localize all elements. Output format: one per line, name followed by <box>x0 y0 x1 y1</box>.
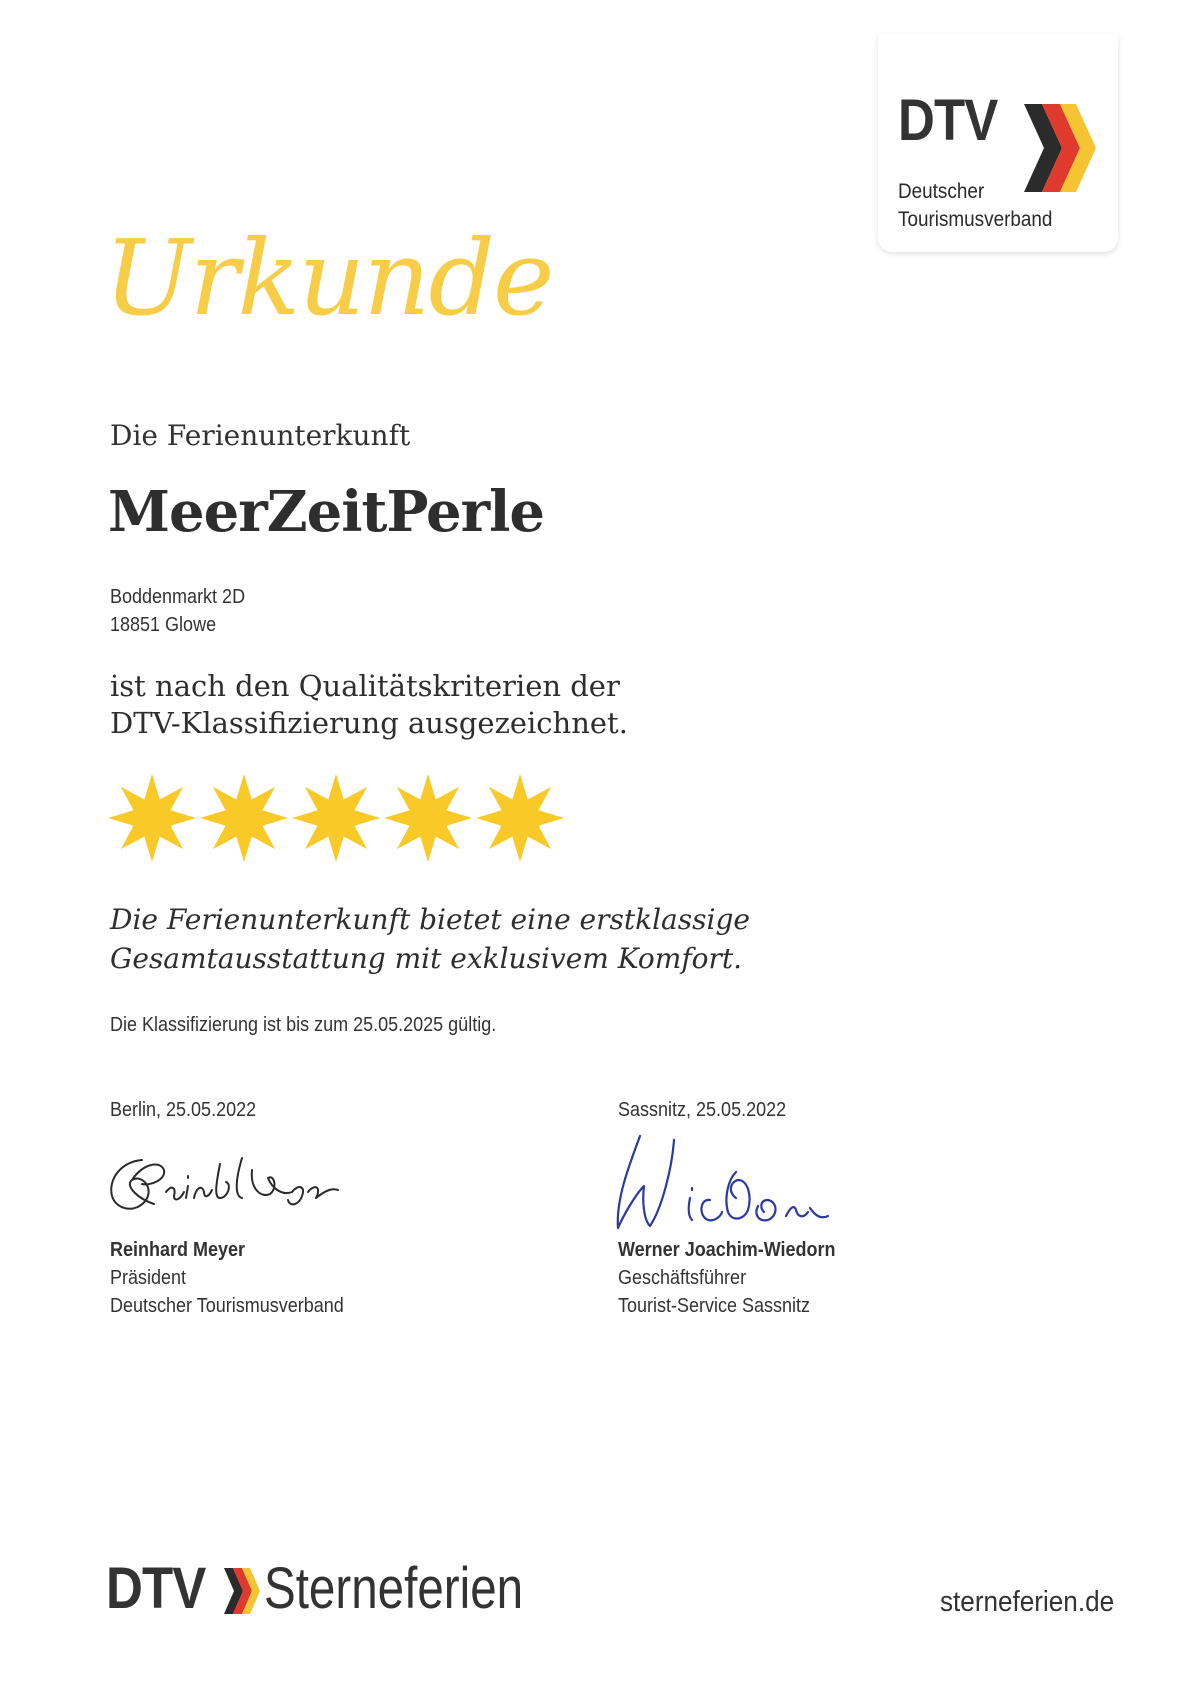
dtv-org-name: Deutscher Tourismusverband <box>898 180 1053 231</box>
footer-program-text: Sterneferien <box>264 1556 524 1621</box>
place-date-left: Berlin, 25.05.2022 <box>110 1099 257 1121</box>
star-icon <box>384 774 472 862</box>
signature-block-right <box>618 1099 836 1317</box>
footer-dtv-text: DTV <box>106 1556 206 1621</box>
footer-chevrons-icon <box>222 1566 264 1616</box>
dtv-logo-card <box>878 34 1118 252</box>
criteria-statement: ist nach den Qualitätskriterien der DTV-Klassifizierung ausgezeichnet. <box>110 669 628 740</box>
star-icon <box>200 774 288 862</box>
signatory-left <box>110 1236 434 1320</box>
intro-text: Die Ferienunterkunft <box>110 419 411 452</box>
star-icon <box>292 774 380 862</box>
certificate-title: Urkunde <box>104 217 553 339</box>
place-date-right: Sassnitz, 25.05.2022 <box>618 1099 787 1121</box>
address-street: Boddenmarkt 2D <box>110 586 246 608</box>
signature-block-left <box>110 1099 344 1317</box>
signatory-org-right: Tourist-Service Sassnitz <box>618 1295 811 1317</box>
signatory-role-right: Geschäftsführer <box>618 1267 747 1289</box>
signatory-right <box>618 1236 942 1320</box>
dtv-brand-text: DTV <box>898 88 998 153</box>
star-icon <box>476 774 564 862</box>
signatory-role-left: Präsident <box>110 1267 187 1289</box>
star-rating <box>106 770 566 866</box>
signatory-name-left: Reinhard Meyer <box>110 1239 246 1261</box>
signatory-org-left: Deutscher Tourismusverband <box>110 1295 344 1317</box>
signatory-name-right: Werner Joachim-Wiedorn <box>618 1239 836 1261</box>
website-url: sterneferien.de <box>940 1586 1115 1618</box>
rating-description: Die Ferienunterkunft bietet eine erstklassige Gesamtausstattung mit exklusivem Komfort. <box>110 903 750 975</box>
validity-note: Die Klassifizierung ist bis zum 25.05.2025 gültig. <box>110 1014 497 1036</box>
handwritten-signature-right <box>588 1128 858 1238</box>
property-address <box>110 583 245 639</box>
address-city: 18851 Glowe <box>110 614 217 636</box>
star-icon <box>108 774 196 862</box>
property-name: MeerZeitPerle <box>108 479 545 545</box>
handwritten-signature-left <box>102 1144 362 1224</box>
